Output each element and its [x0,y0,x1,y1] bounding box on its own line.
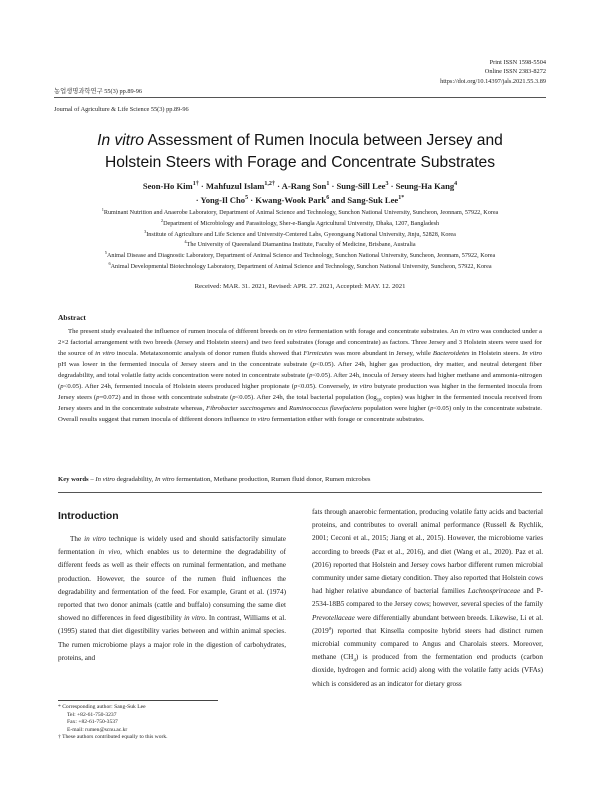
abstract-segment: p [232,394,236,402]
abstract-segment: fermentation either with forage or concentrate substrates. [269,416,425,424]
abstract-segment: p [430,405,434,413]
abstract-segment: in vitro [95,350,115,358]
author-affiliation-marker: 1† [192,181,199,188]
abstract-body [58,326,542,425]
keywords-segment: In vitro [95,476,115,483]
author-name: Sung-Sill Lee [336,181,386,191]
affiliation-text: The University of Queensland Diamantina Institute, Faculty of Medicine, Brisbane, Australia [186,242,416,249]
abstract-heading: Abstract [58,313,86,322]
right-column-segment: 4 [353,658,356,664]
left-column-segment: technique is widely used and should satisfactorily simulate fermentation [58,535,286,557]
author-affiliation-marker: 4 [454,181,458,188]
right-column-segment: and P-2534-18B5 compared to the Jersey cows; however, several species of the family [312,587,543,609]
abstract-segment: in vitro [459,328,480,335]
abstract-segment: in vitro [352,383,373,391]
author-affiliation-marker: 1,2† [264,181,275,188]
abstract-segment: population were higher ( [361,405,431,413]
author-affiliation-marker: 1* [398,195,405,202]
left-column-segment: which enables us to determine the degradability of different feeds as well as their effects on ruminal fermentation, and methane production. However, the source of the rumen fluid influences the degradability and fermentation of the feed. For example, Grant et al. (1974) reported that two donor animals (cattle and buffalo) consuming the same diet showed no differences in feed digestibility [58,548,286,623]
author-name: Seung-Ha Kang [395,181,455,191]
affiliation-text: Institute of Agriculture and Life Science and University-Centered Labs, Gyeongsang National University, Jinju, 52828, Korea [146,231,456,238]
left-column-segment: . In contrast, Williams et al. (1995) stated that diet digestibility varies between and within animal species. The rumen microbiome plays a major role in the digestion of carbohydrates, proteins, and [58,614,286,662]
abstract-segment: Bacteroidetes [432,350,470,358]
keywords-segment: – [88,476,96,483]
abstract-segment: <0.05). After 24h, inocula of Jersey steers had higher methane and ammonia-nitrogen ( [58,372,542,391]
affiliation-marker: 4 [184,239,187,245]
title-line1: Assessment of Rumen Inocula between Jersey and [143,132,503,149]
author-email[interactable]: E-mail: rumen@scnu.ac.kr [67,726,128,733]
author-separator: · [329,181,337,191]
affiliations [50,208,550,273]
abstract-segment: p [309,372,313,380]
keywords-segment: fermentation, Methane production, Rumen fluid donor, Rumen microbes [174,476,371,483]
right-column-segment: fats through anaerobic fermentation, producing volatile fatty acids and bacterial proteins, and contributes to overall animal performance (Russell & Rychlik, 2001; Ceconi et al., 2015; Jiang et al., 2015). However, the microbiome varies according to breeds (Paz et al., 2016), and diet (Wang et al., 2020). Paz et al. (2016) reported that Holstein and Jersey cows harbor different rumen microbial community under same dietary condition. They also reported that Holstein cows had higher relative abundance of bacterial families [312,508,543,596]
author-line-1 [54,179,546,193]
author-separator: · [388,181,396,191]
corresponding-author: * Corresponding author: Sang-Suk Lee [58,704,146,710]
received-dates: Received: MAR. 31. 2021, Revised: APR. 27. 2021, Accepted: MAY. 12. 2021 [194,283,406,290]
affiliation-line [50,262,550,273]
abstract-segment: and [275,405,289,413]
title-italic: In vitro [97,132,144,149]
abstract-segment: <0.05) only in the concentrate substrate. Overall results suggest that rumen inocula of different donors influence [58,405,542,424]
right-column-segment: were differentially abundant between breeds. Likewise, Li et al. (2019 [312,613,543,635]
author-affiliation-marker: 6 [326,195,330,202]
author-separator: · [248,195,256,206]
abstract-segment: p [96,394,100,402]
online-issn: Online ISSN 2383-8272 [484,68,546,76]
abstract-segment: inocula. Metataxonomic analysis of donor rumen fluids showed that [114,350,304,358]
footnote [58,704,168,742]
affiliation-marker: 3 [144,228,147,234]
keywords [58,475,542,485]
abstract-segment: =0.072) and in those with concentrate substrate ( [99,394,233,402]
author-fax: Fax: +82-61-750-3537 [67,719,118,726]
abstract-segment: <0.05). After 24h, the total bacterial population (log [235,394,377,402]
abstract-segment: p [60,383,64,391]
abstract-segment: p [293,383,298,391]
affiliation-text: Department of Microbiology and Parasitology, Sher-e-Bangla Agricultural University, Dhaka, 1207, Bangladesh [163,220,440,227]
author-name: Sang-Suk Lee [347,195,399,206]
print-issn: Print ISSN 1598-5504 [489,59,546,66]
keywords-divider [58,492,542,493]
author-tel: Tel: +82-61-750-3237 [67,711,117,718]
affiliation-marker: 6 [108,260,111,266]
left-column-segment: in vivo, [98,548,122,557]
affiliation-line [50,240,550,251]
abstract-segment: in vitro [250,416,270,424]
equal-contribution-note: † These authors contributed equally to this work. [58,734,168,741]
abstract-segment: Fibrobacter succinogenes [206,405,276,413]
abstract-segment: in Holstein steers. [469,350,523,358]
affiliation-line [50,230,550,241]
right-column-text [312,506,543,691]
abstract-segment: <0.05). After 24h, fermented inocula of Holstein steers produced higher propionate ( [63,383,294,391]
introduction-heading: Introduction [58,511,119,522]
right-column-segment: ) reported that Kinsella composite hybrid steers had distinct rumen microbial community compared to Angus and Charolais steers. Moreover, methane (CH [312,626,543,662]
abstract-segment: <0.05). Conversely, [297,383,353,391]
abstract-segment: Firmicutes [303,350,333,358]
right-column-segment: Prevotellaceae [312,613,355,622]
author-name: Mahfuzul Islam [205,181,265,191]
affiliation-line [50,208,550,219]
title-line2: Holstein Steers with Forage and Concentrate Substrates [104,154,496,171]
abstract-segment: in vitro [287,328,307,335]
left-column-segment: in vitro [183,614,205,623]
affiliation-line [50,251,550,262]
affiliation-text: Animal Developmental Biotechnology Laboratory, Department of Animal Science and Technology, Sunchon National University, Suncheon, 57922, Korea [110,263,492,270]
right-column-segment: a [328,626,332,632]
keywords-segment: degradability, [114,476,155,483]
author-line-2 [54,193,546,207]
author-separator: · [198,181,206,191]
left-column-segment: in vitro [84,535,106,543]
abstract-segment: Ruminococcus flavefaciens [288,405,362,413]
abstract-segment: 10 [376,398,382,404]
author-affiliation-marker: 3 [385,181,389,188]
left-column-segment: The [70,535,85,543]
footnote-divider [58,700,218,701]
author-affiliation-marker: 5 [245,195,249,202]
doi-link[interactable]: https://doi.org/10.14397/jals.2021.55.3.89 [440,77,546,85]
header-divider [54,97,546,98]
korean-journal-citation: 농업생명과학연구 55(3) pp.89-96 [54,88,143,95]
keywords-segment: In vitro [154,476,175,483]
author-separator: and [329,195,348,206]
affiliation-marker: 5 [104,250,107,256]
abstract-segment: fermentation with forage and concentrate substrates. An [306,328,460,335]
paper-title [54,130,546,174]
abstract-segment: <0.05). After 24h, higher gas production, dry matter, and neutral detergent fiber degradability, and total volatile fatty acids concentration were noted in concentrate substrate ( [58,361,542,380]
author-list [54,179,546,207]
author-separator: · [274,181,282,191]
affiliation-marker: 1 [101,206,104,212]
right-column-segment: Lachnospriraceae [467,587,521,596]
author-name: Kwang-Wook Park [255,195,327,206]
abstract-segment: In vitro [522,350,543,358]
journal-citation: Journal of Agriculture & Life Science 55(3) pp.89-96 [54,106,189,113]
affiliation-text: Ruminant Nutrition and Anaerobe Laboratory, Department of Animal Science and Technology, Sunchon National University, Suncheon, Jeonnam, 57922, Korea [103,210,499,216]
author-name: A-Rang Son [281,181,327,191]
affiliation-marker: 2 [160,217,164,223]
left-column-text [58,533,286,665]
abstract-segment: The present study evaluated the influence of rumen inocula of different breeds on [68,328,288,335]
keywords-label: Key words [58,476,89,483]
author-separator: · [195,195,201,206]
author-name: Seon-Ho Kim [142,181,193,191]
journal-header-right [440,58,546,86]
affiliation-text: Animal Disease and Diagnostic Laboratory, Department of Animal Science and Technology, Sunchon National University, Suncheon, Jeonnam, 57922, Korea [106,253,496,260]
abstract-segment: was more abundant in Jersey, while [332,350,433,358]
abstract-segment: butyrate production was higher in the fermented inocula from Jersey steers ( [58,383,543,402]
abstract-segment: pH was lower in the fermented inocula of Jersey steers and in the concentrate substrate ( [58,361,313,369]
author-name: Yong-Il Cho [200,195,246,206]
author-affiliation-marker: 1 [326,181,330,188]
abstract-segment: copies) was higher in the fermented inocula received from Jersey steers and in the concentrate substrate whereas, [58,394,542,413]
abstract-segment: was conducted under a 2×2 factorial arrangement with two breeds (Jersey and Holstein steers) and two feed substrates (forage and concentrate) as factors. Three Jersey and 3 Holstein steers were used for the source of [58,328,542,358]
right-column-segment: ) is produced from the fermentation end products (carbon dioxide, hydrogen and formic acid) along with the volatile fatty acids (VFAs) which is considered as an indicator for dietary gross [312,653,543,688]
affiliation-line [50,219,550,230]
abstract-segment: p [312,361,316,369]
